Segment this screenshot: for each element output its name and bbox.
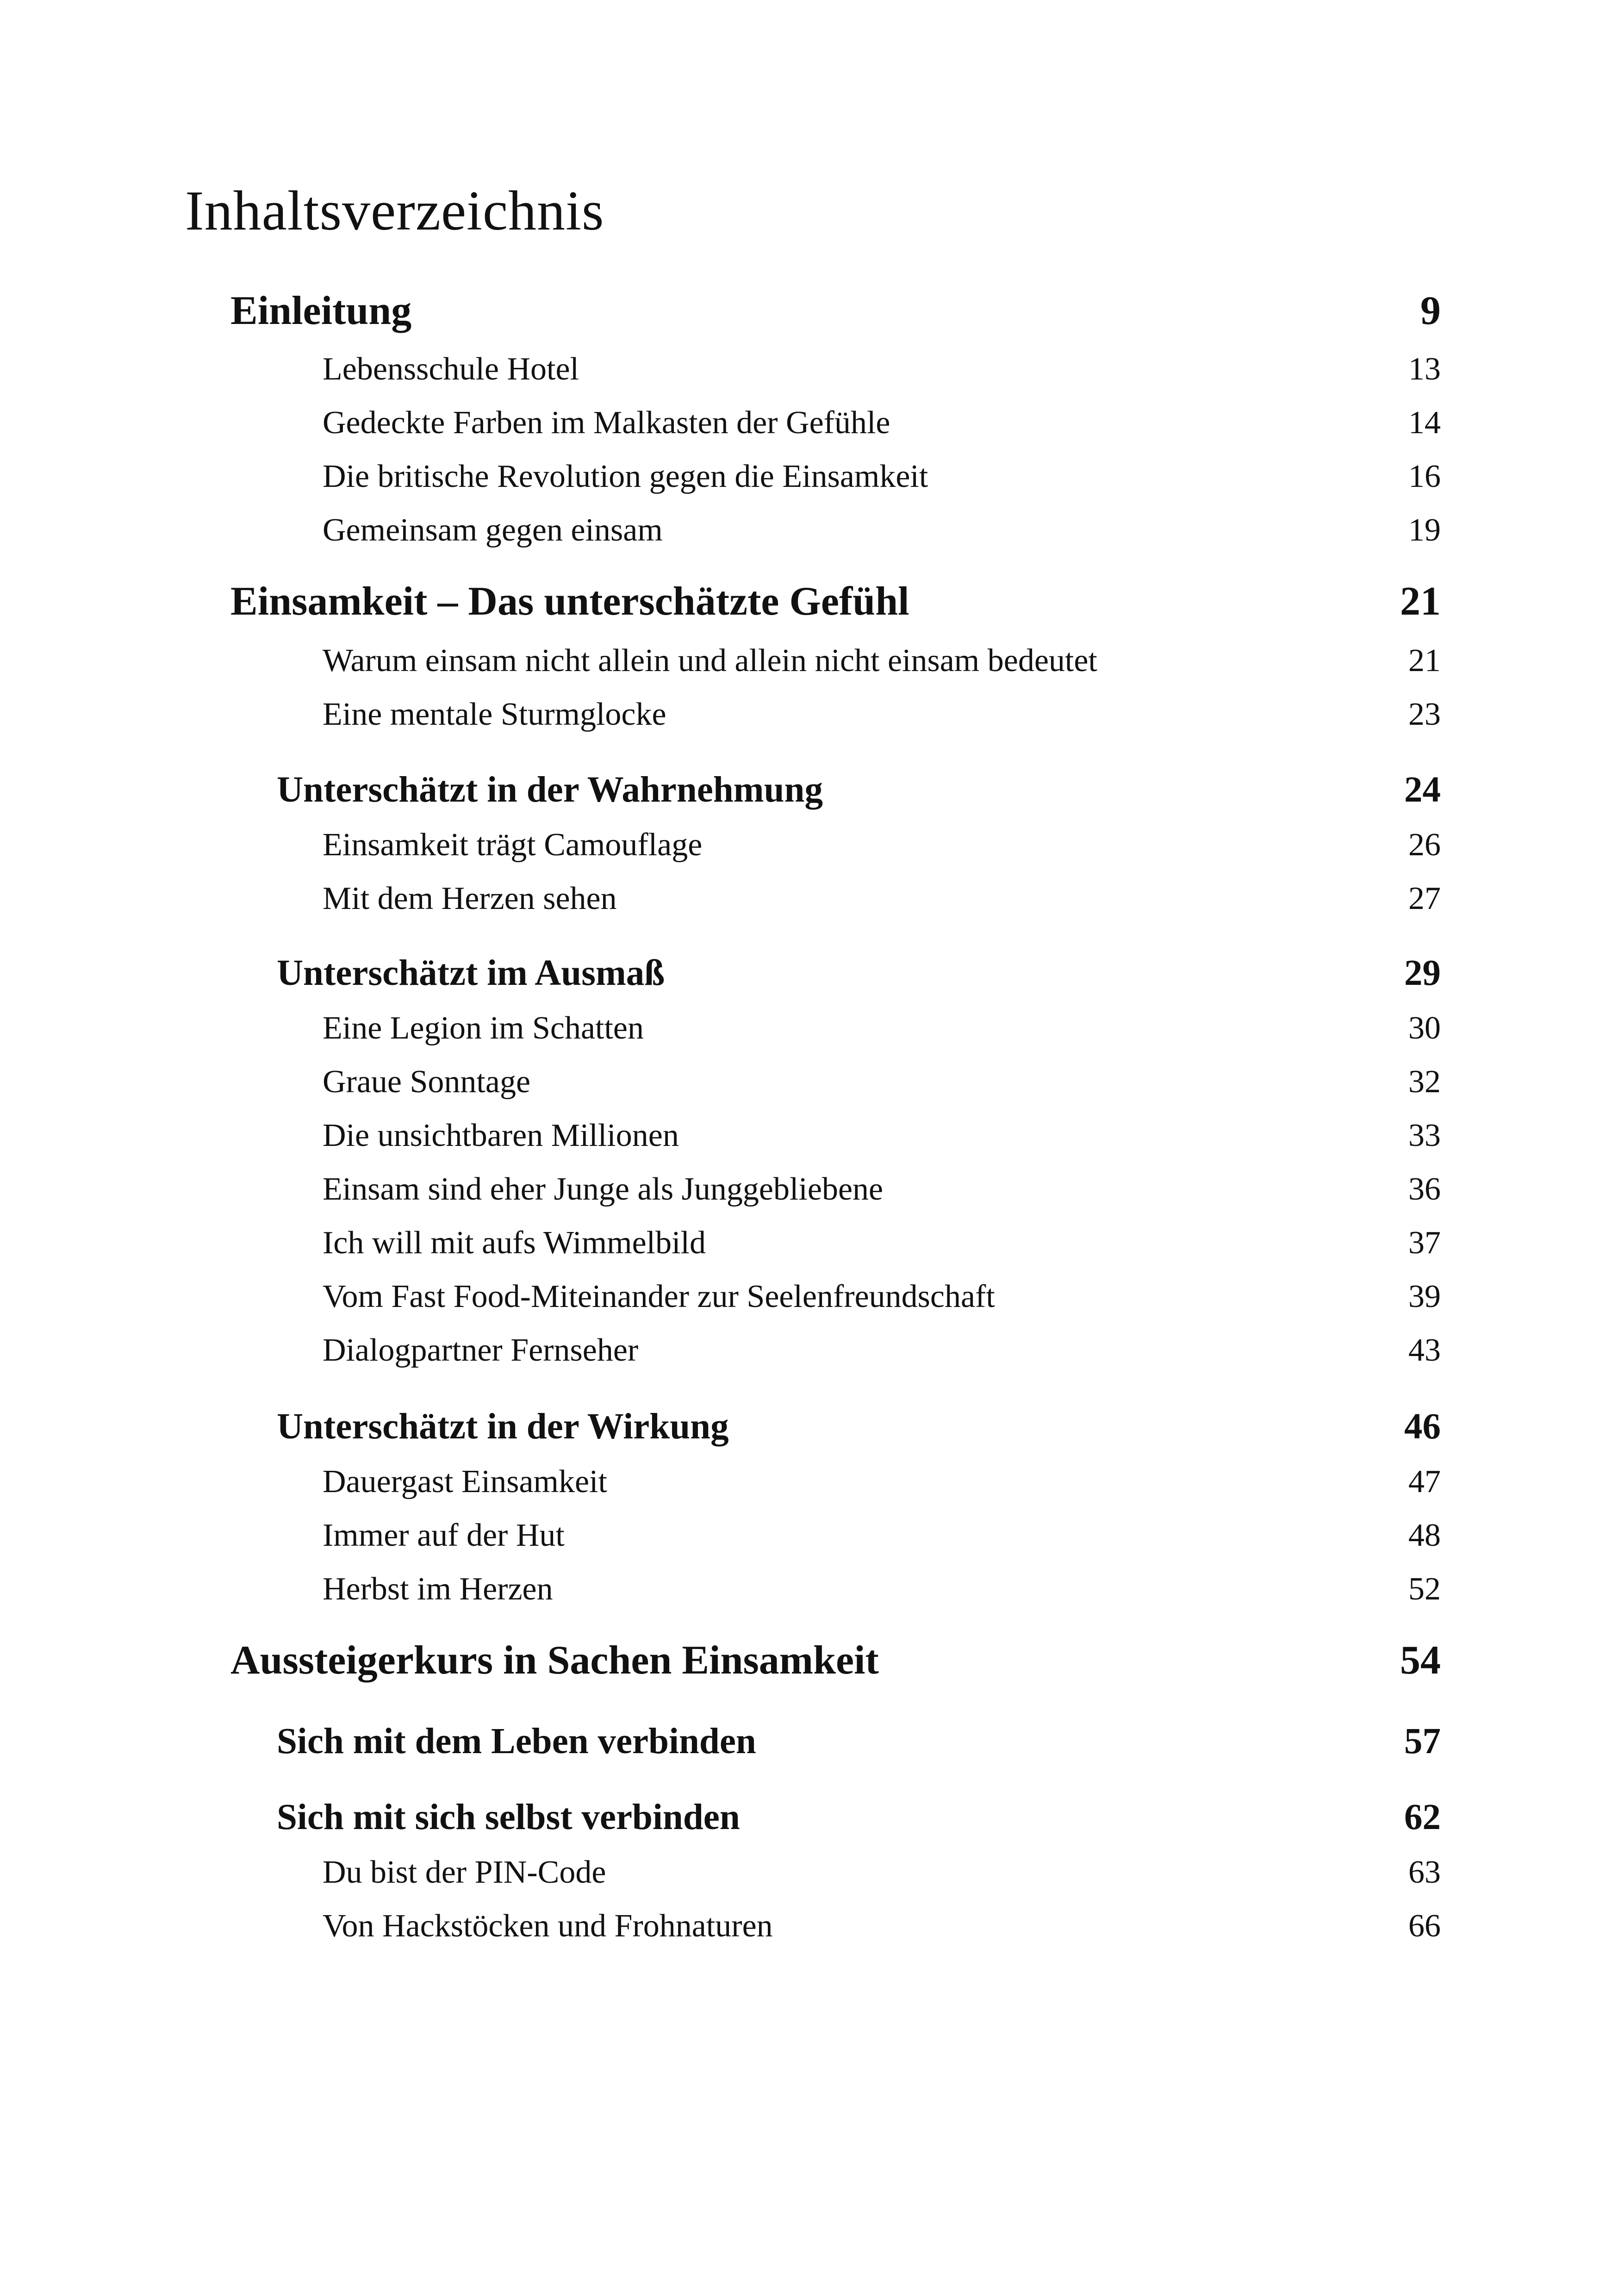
toc-entry-page-number: 43 bbox=[1408, 1332, 1441, 1368]
toc-entry-subsection[interactable] bbox=[323, 822, 1441, 868]
toc-entry-page-number: 57 bbox=[1404, 1721, 1441, 1761]
toc-entry-subsection[interactable] bbox=[323, 507, 1441, 554]
toc-entry-page-number: 24 bbox=[1404, 770, 1441, 810]
toc-entry-section[interactable] bbox=[277, 1792, 1441, 1843]
toc-entry-label: Einleitung bbox=[230, 288, 412, 333]
toc-entry-label: Aussteigerkurs in Sachen Einsamkeit bbox=[230, 1638, 879, 1683]
toc-entry-section[interactable] bbox=[277, 1401, 1441, 1452]
toc-entry-page-number: 46 bbox=[1404, 1406, 1441, 1447]
toc-entry-section[interactable] bbox=[277, 1716, 1441, 1767]
toc-entry-page-number: 29 bbox=[1404, 953, 1441, 993]
toc-entry-page-number: 19 bbox=[1408, 512, 1441, 548]
toc-entry-label: Sich mit dem Leben verbinden bbox=[277, 1721, 756, 1761]
toc-entry-label: Von Hackstöcken und Frohnaturen bbox=[323, 1908, 773, 1944]
toc-entry-subsection[interactable] bbox=[323, 1274, 1441, 1320]
toc-entry-label: Unterschätzt im Ausmaß bbox=[277, 953, 665, 993]
toc-entry-subsection[interactable] bbox=[323, 1327, 1441, 1374]
toc-entry-subsection[interactable] bbox=[323, 454, 1441, 500]
toc-entry-label: Unterschätzt in der Wahrnehmung bbox=[277, 770, 823, 810]
toc-entry-subsection[interactable] bbox=[323, 638, 1441, 684]
toc-entry-page-number: 14 bbox=[1408, 405, 1441, 441]
toc-entry-subsection[interactable] bbox=[323, 400, 1441, 446]
toc-entry-page-number: 63 bbox=[1408, 1854, 1441, 1890]
toc-entry-label: Sich mit sich selbst verbinden bbox=[277, 1797, 740, 1837]
toc-entry-label: Eine mentale Sturmglocke bbox=[323, 697, 666, 732]
toc-entry-label: Gedeckte Farben im Malkasten der Gefühle bbox=[323, 405, 890, 441]
toc-entry-subsection[interactable] bbox=[323, 876, 1441, 922]
toc-entry-page-number: 27 bbox=[1408, 881, 1441, 916]
toc-entry-subsection[interactable] bbox=[323, 1849, 1441, 1896]
toc-entry-chapter[interactable] bbox=[230, 574, 1441, 629]
toc-entry-subsection[interactable] bbox=[323, 1903, 1441, 1949]
toc-entry-label: Lebensschule Hotel bbox=[323, 351, 579, 387]
toc-entry-label: Eine Legion im Schatten bbox=[323, 1010, 644, 1046]
toc-entry-page-number: 66 bbox=[1408, 1908, 1441, 1944]
toc-entry-page-number: 48 bbox=[1408, 1518, 1441, 1553]
toc-entry-label: Warum einsam nicht allein und allein nicht einsam bedeutet bbox=[323, 643, 1097, 678]
toc-entry-page-number: 30 bbox=[1408, 1010, 1441, 1046]
toc-entry-label: Du bist der PIN-Code bbox=[323, 1854, 606, 1890]
toc-entry-page-number: 47 bbox=[1408, 1464, 1441, 1500]
toc-entry-page-number: 16 bbox=[1408, 459, 1441, 494]
toc-entry-page-number: 52 bbox=[1408, 1571, 1441, 1607]
toc-entry-label: Graue Sonntage bbox=[323, 1064, 531, 1100]
toc-entry-subsection[interactable] bbox=[323, 1512, 1441, 1559]
toc-entry-label: Vom Fast Food-Miteinander zur Seelenfreundschaft bbox=[323, 1279, 995, 1314]
toc-entry-page-number: 23 bbox=[1408, 697, 1441, 732]
toc-entry-label: Einsamkeit trägt Camouflage bbox=[323, 827, 703, 863]
toc-entry-page-number: 26 bbox=[1408, 827, 1441, 863]
toc-entry-label: Dauergast Einsamkeit bbox=[323, 1464, 607, 1500]
toc-entry-subsection[interactable] bbox=[323, 1220, 1441, 1266]
toc-entry-page-number: 21 bbox=[1400, 579, 1441, 624]
toc-entry-section[interactable] bbox=[277, 765, 1441, 815]
toc-entry-label: Ich will mit aufs Wimmelbild bbox=[323, 1225, 706, 1261]
toc-entry-chapter[interactable] bbox=[230, 283, 1441, 339]
toc-entry-subsection[interactable] bbox=[323, 1005, 1441, 1052]
toc-entry-page-number: 62 bbox=[1404, 1797, 1441, 1837]
toc-entry-label: Herbst im Herzen bbox=[323, 1571, 553, 1607]
toc-entry-label: Immer auf der Hut bbox=[323, 1518, 565, 1553]
toc-entry-subsection[interactable] bbox=[323, 691, 1441, 738]
toc-entry-page-number: 32 bbox=[1408, 1064, 1441, 1100]
toc-entry-label: Die britische Revolution gegen die Einsamkeit bbox=[323, 459, 928, 494]
toc-entry-page-number: 9 bbox=[1420, 288, 1441, 333]
toc-entry-page-number: 39 bbox=[1408, 1279, 1441, 1314]
toc-entry-label: Unterschätzt in der Wirkung bbox=[277, 1406, 729, 1447]
toc-entry-page-number: 21 bbox=[1408, 643, 1441, 678]
toc-entry-page-number: 36 bbox=[1408, 1171, 1441, 1207]
toc-entry-label: Dialogpartner Fernseher bbox=[323, 1332, 639, 1368]
toc-entry-subsection[interactable] bbox=[323, 1059, 1441, 1105]
toc-entry-page-number: 54 bbox=[1400, 1638, 1441, 1683]
toc-entry-page-number: 33 bbox=[1408, 1118, 1441, 1153]
toc-entry-subsection[interactable] bbox=[323, 1113, 1441, 1159]
toc-entry-label: Mit dem Herzen sehen bbox=[323, 881, 617, 916]
toc-entry-label: Die unsichtbaren Millionen bbox=[323, 1118, 679, 1153]
toc-entry-label: Gemeinsam gegen einsam bbox=[323, 512, 663, 548]
toc-entry-page-number: 13 bbox=[1408, 351, 1441, 387]
toc-entry-subsection[interactable] bbox=[323, 346, 1441, 392]
toc-entry-subsection[interactable] bbox=[323, 1166, 1441, 1213]
toc-entry-label: Einsam sind eher Junge als Junggebliebene bbox=[323, 1171, 884, 1207]
toc-entry-chapter[interactable] bbox=[230, 1633, 1441, 1688]
page-title: Inhaltsverzeichnis bbox=[185, 180, 604, 242]
toc-entry-subsection[interactable] bbox=[323, 1566, 1441, 1612]
toc-entry-page-number: 37 bbox=[1408, 1225, 1441, 1261]
toc-entry-section[interactable] bbox=[277, 948, 1441, 999]
toc-entry-label: Einsamkeit – Das unterschätzte Gefühl bbox=[230, 579, 909, 624]
toc-entry-subsection[interactable] bbox=[323, 1459, 1441, 1505]
